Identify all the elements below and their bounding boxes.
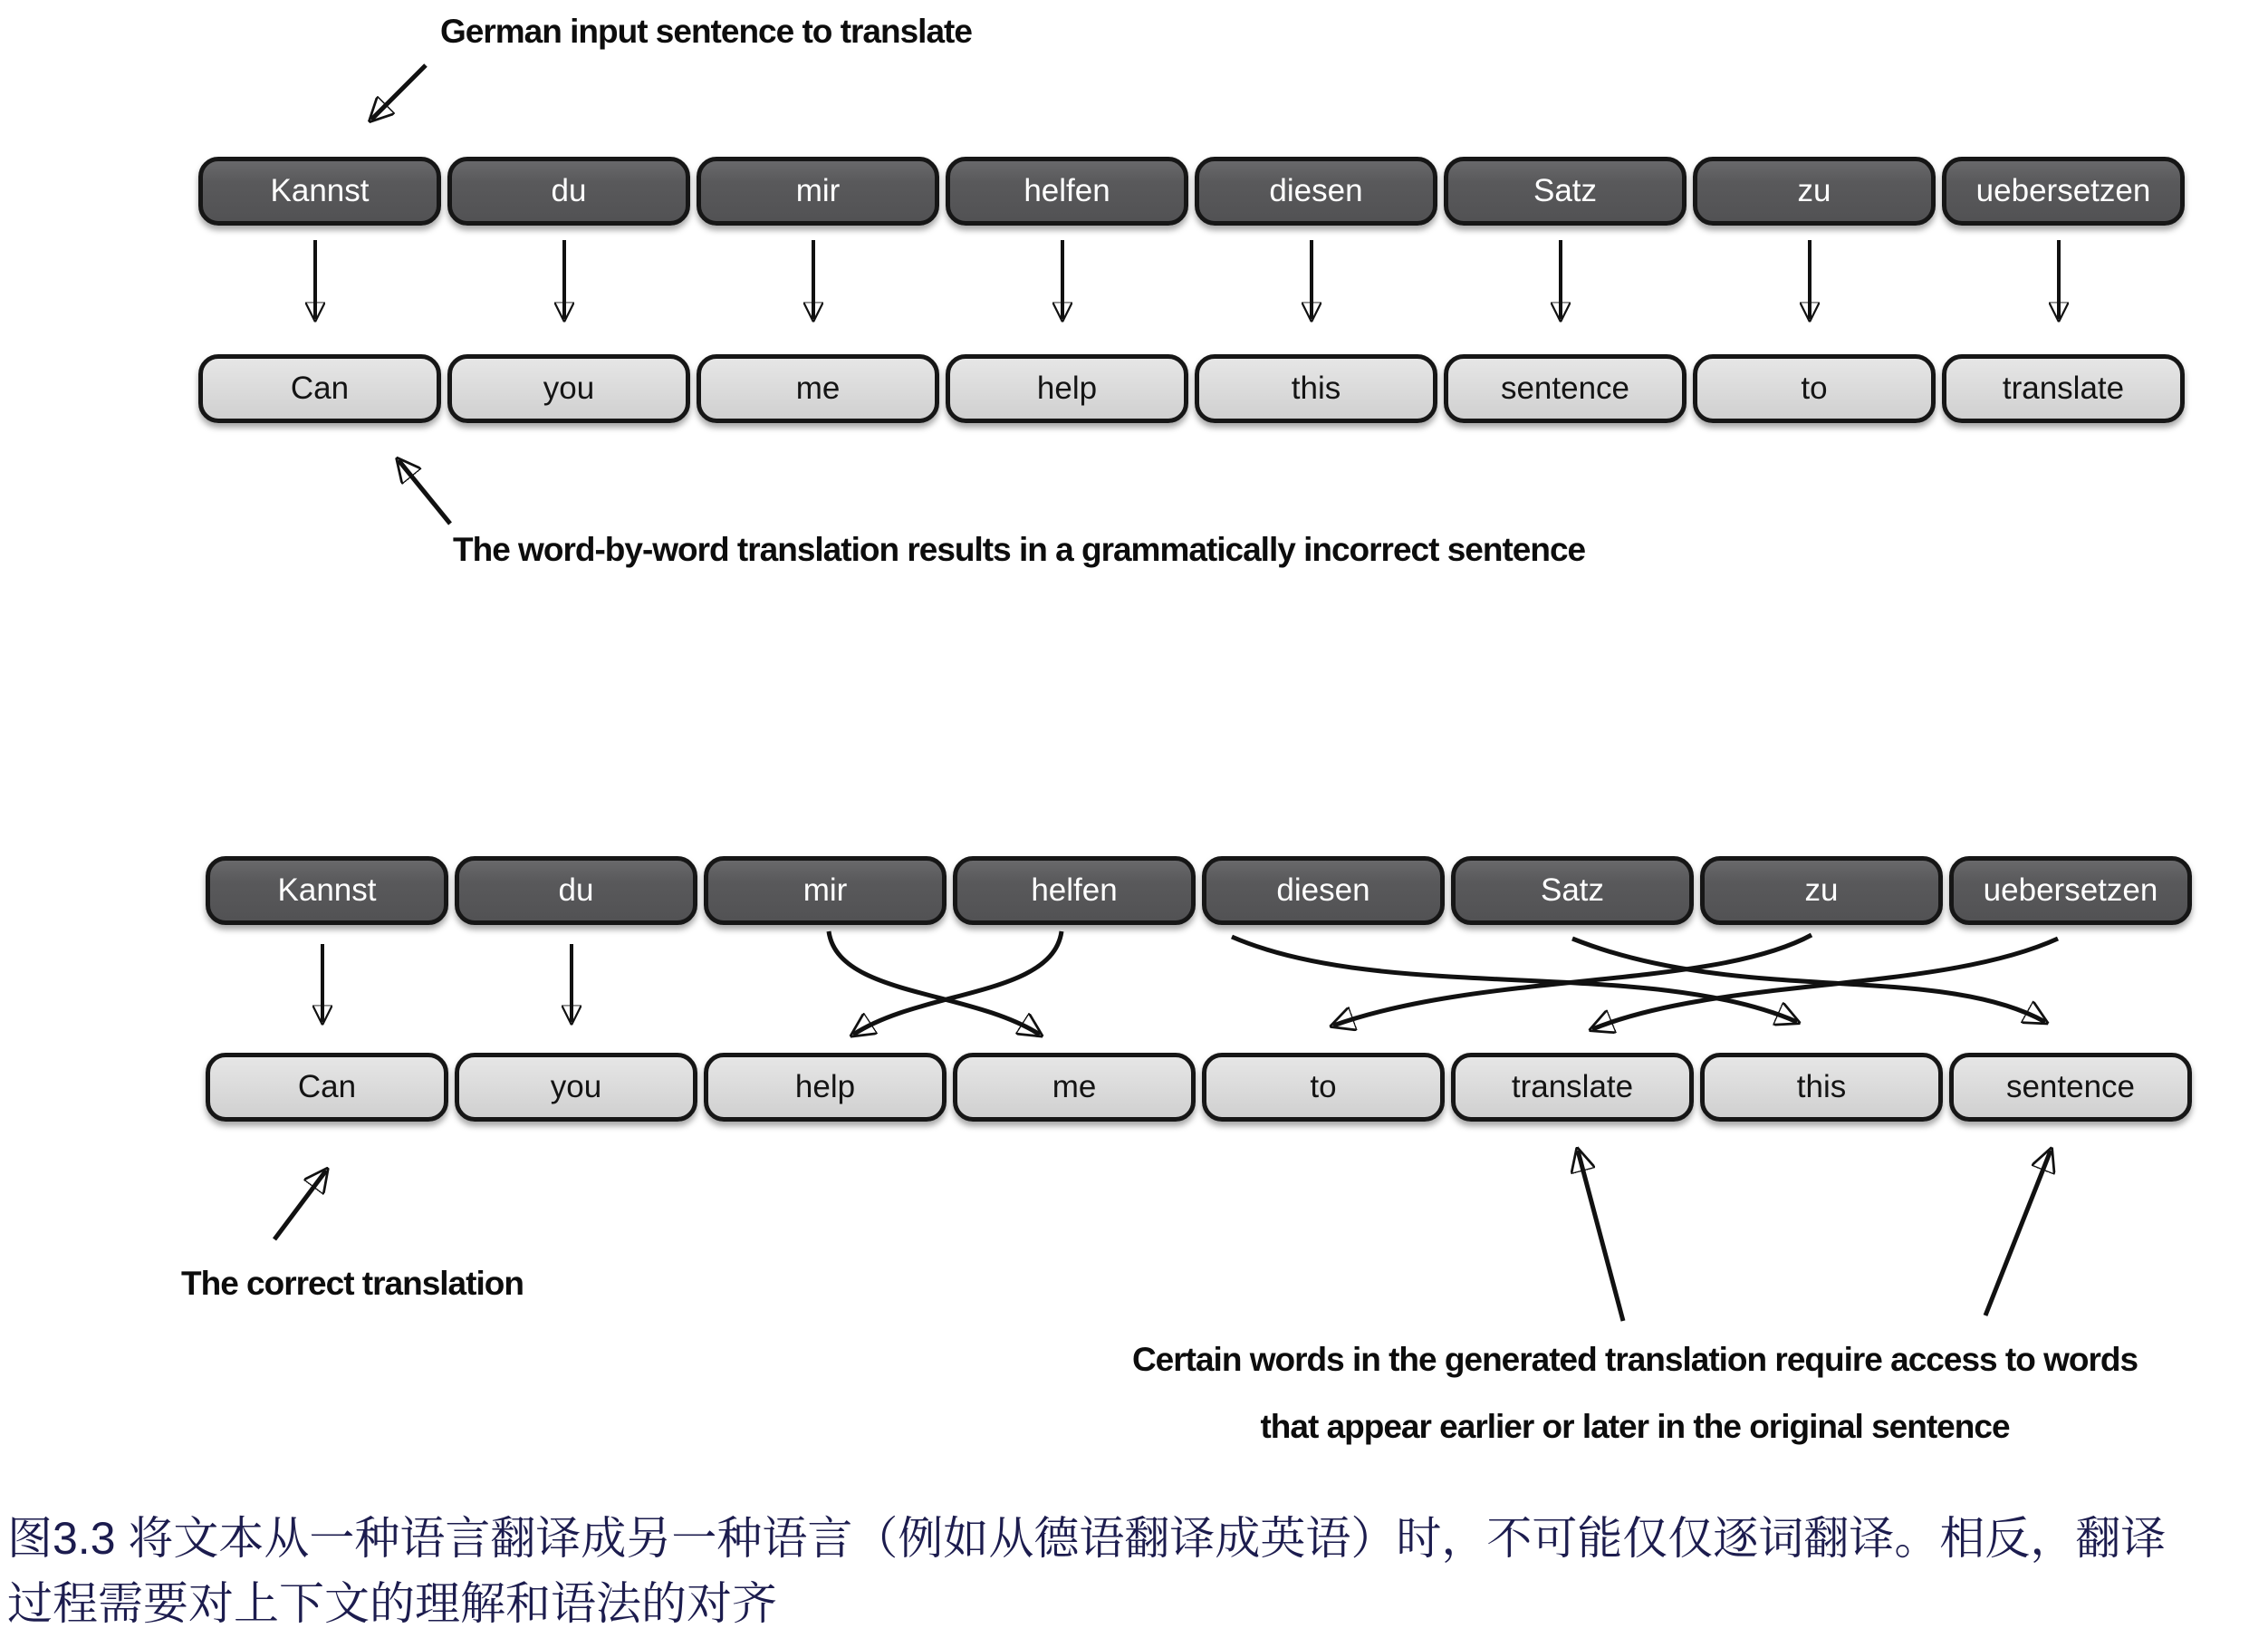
german-word-box: Satz xyxy=(1444,157,1687,226)
english-word-box: this xyxy=(1700,1053,1943,1122)
word-by-word-annotation-arrow xyxy=(399,460,450,524)
english-word-box: translate xyxy=(1451,1053,1694,1122)
english-word-box: Can xyxy=(198,354,441,423)
english-word-box: to xyxy=(1202,1053,1445,1122)
german-word-box: zu xyxy=(1693,157,1936,226)
german-word-box: Satz xyxy=(1451,856,1694,925)
english-word-box: translate xyxy=(1942,354,2185,423)
german-word-box: Kannst xyxy=(198,157,441,226)
german-word-box: du xyxy=(455,856,697,925)
german-word-box: diesen xyxy=(1202,856,1445,925)
german-word-box: du xyxy=(447,157,690,226)
german-word-box: uebersetzen xyxy=(1942,157,2185,226)
german-word-box: Kannst xyxy=(206,856,448,925)
context-annotation-line2: that appear earlier or later in the original sentence xyxy=(1260,1408,2010,1445)
word-by-word-annotation: The word-by-word translation results in a grammatically incorrect sentence xyxy=(453,531,1586,568)
english-word-box: to xyxy=(1693,354,1936,423)
english-word-box: this xyxy=(1195,354,1437,423)
german-word-box: helfen xyxy=(953,856,1196,925)
english-word-box: help xyxy=(946,354,1188,423)
figure-caption-line1: 图3.3 将文本从一种语言翻译成另一种语言（例如从德语翻译成英语）时，不可能仅仅逐词翻译。相反，翻译 xyxy=(7,1513,2167,1564)
curve-zu-to xyxy=(1333,935,1812,1026)
context-annotation-arrow-left xyxy=(1578,1151,1623,1321)
german-word-box: uebersetzen xyxy=(1949,856,2192,925)
english-word-box: Can xyxy=(206,1053,448,1122)
english-word-box: you xyxy=(447,354,690,423)
english-word-box: you xyxy=(455,1053,697,1122)
english-word-box: me xyxy=(697,354,939,423)
context-annotation xyxy=(1033,1326,2237,1460)
correct-translation-annotation-arrow xyxy=(274,1171,326,1239)
german-word-box: zu xyxy=(1700,856,1943,925)
curve-diesen-this xyxy=(1232,937,1797,1022)
curve-satz-sentence xyxy=(1572,939,2045,1022)
german-input-annotation-arrow xyxy=(371,65,426,120)
context-annotation-arrow-right xyxy=(1985,1151,2051,1315)
german-word-box: mir xyxy=(697,157,939,226)
german-word-box: helfen xyxy=(946,157,1188,226)
english-word-box: sentence xyxy=(1444,354,1687,423)
english-word-box: help xyxy=(704,1053,947,1122)
english-word-box: sentence xyxy=(1949,1053,2192,1122)
figure-caption xyxy=(7,1506,2263,1636)
english-word-box: me xyxy=(953,1053,1196,1122)
german-word-box: mir xyxy=(704,856,947,925)
curve-uebersetzen-translate xyxy=(1592,939,2058,1029)
german-input-annotation: German input sentence to translate xyxy=(440,13,972,50)
figure-caption-line2: 过程需要对上下文的理解和语法的对齐 xyxy=(7,1578,777,1629)
german-word-box: diesen xyxy=(1195,157,1437,226)
context-annotation-line1: Certain words in the generated translation require access to words xyxy=(1131,1341,2138,1378)
correct-translation-annotation: The correct translation xyxy=(181,1265,524,1302)
